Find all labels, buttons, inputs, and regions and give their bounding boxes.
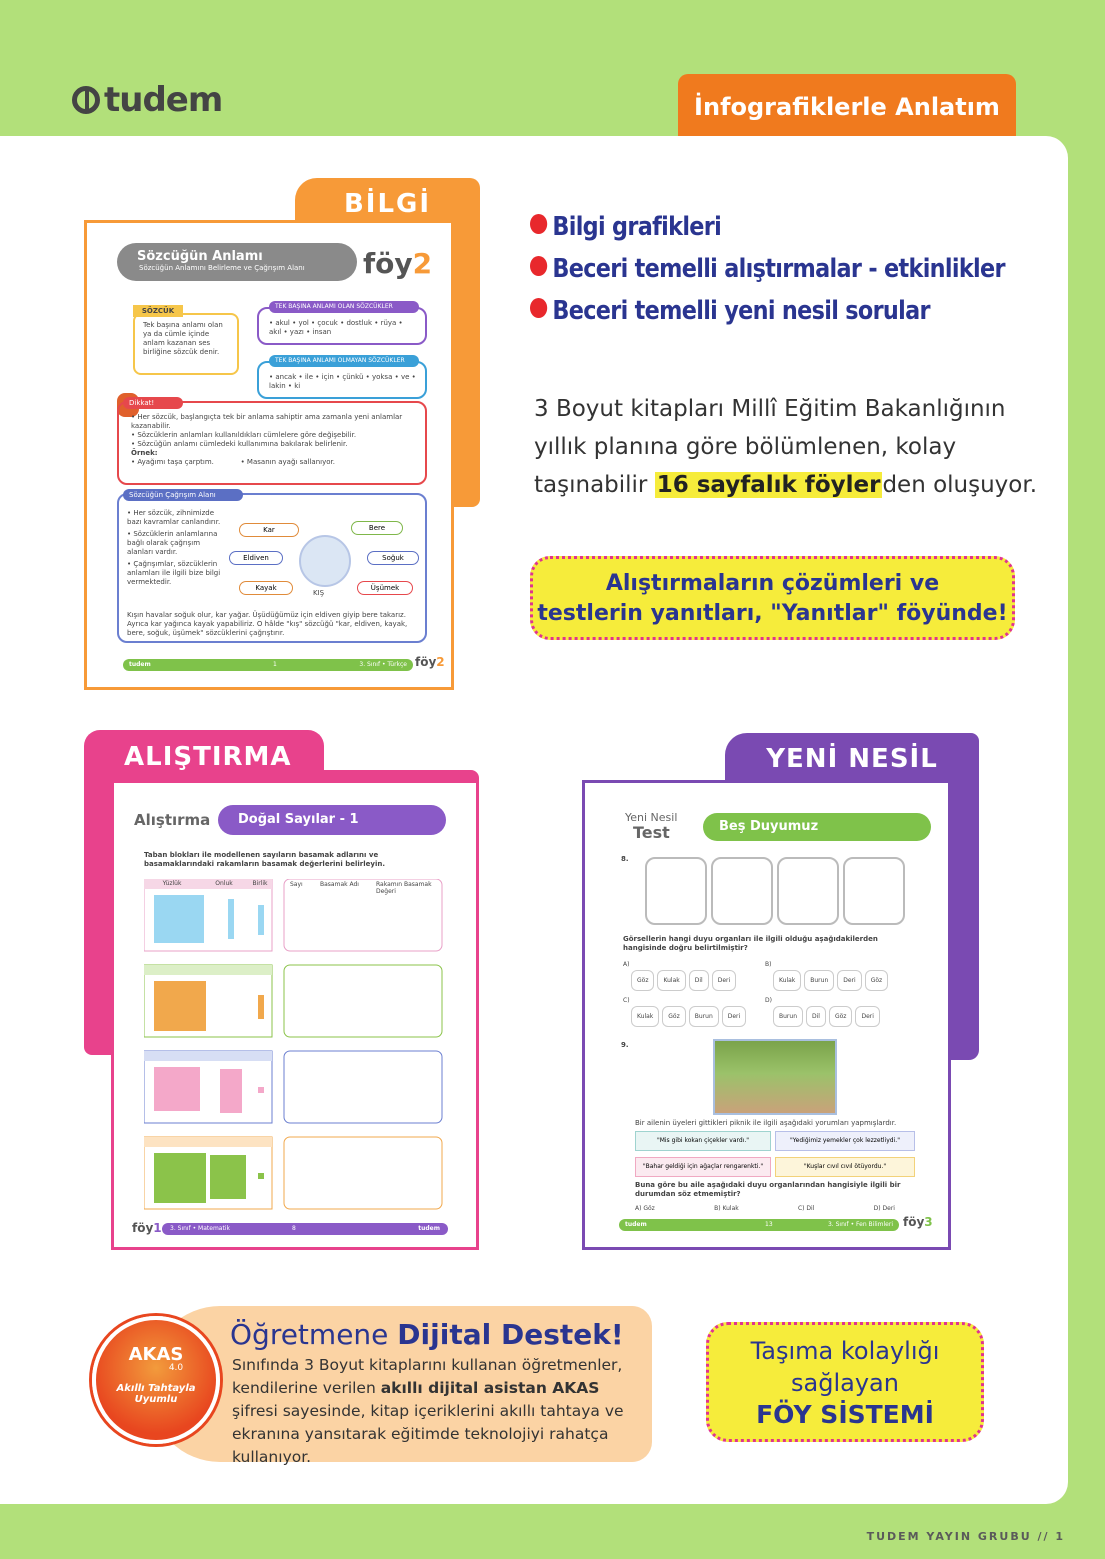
red-dot-icon	[530, 256, 547, 276]
alistirma-label: Alıştırma	[134, 811, 211, 829]
alistirma-exercise-grid	[144, 879, 444, 1219]
yeni-nesil-page-preview: Yeni Nesil Test Beş Duyumuz 8. Görsellerin hangi duyu organları ile ilgili olduğu aşağıdakilerden hangisinde doğru belirtilmiştir? A) Göz Kulak Dil Deri B) Kulak Burun Deri Göz C) Kulak Göz Burun Deri D) Burun Dil Göz Deri 9. Bir ailenin üyeleri gittikleri piknik ile ilgili aşağıdaki yorumları yapmışlardır. "Mis gibi kokan çiçekler vardı." "Yediğimiz yemekler çok lezzetliydi." "Bahar geldiği için ağaçlar rengarenkti." "Kuşlar cıvıl cıvıl ötüyordu." Buna göre bu aile aşağıdaki duyu organlarından hangisiyle ilgili bir durumdan söz etmemiştir? A) Göz B) Kulak C) Dil D) Deri tudem 13 3. Sınıf • Fen Bilimleri föy3	[582, 780, 951, 1250]
option-d: D) Burun Dil Göz Deri	[765, 997, 880, 1027]
option-b: B) Kulak Burun Deri Göz	[765, 961, 888, 991]
grid-header-row: Yüzlük Onluk Birlik	[162, 880, 268, 887]
red-dot-icon	[530, 298, 547, 318]
feature-list	[530, 212, 1082, 338]
alistirma-title-pill: Doğal Sayılar - 1	[218, 805, 446, 835]
yn-label-top: Yeni Nesil	[625, 811, 678, 824]
yn-label-bottom: Test	[633, 823, 670, 842]
bubble-kayak: Kayak	[239, 581, 293, 595]
exercise-row	[144, 965, 442, 1037]
alistirma-footer-foy: föy1	[132, 1221, 162, 1235]
quote-box: "Yediğimiz yemekler çok lezzetliydi."	[775, 1131, 915, 1151]
yn-footer-foy: föy3	[903, 1215, 933, 1229]
taste-image	[711, 857, 773, 925]
bubble-usumek: Üşümek	[357, 581, 413, 595]
bubble-bere: Bere	[351, 521, 403, 535]
bilgi-footer-foy: föy2	[415, 655, 445, 669]
option-a: A) Göz Kulak Dil Deri	[623, 961, 736, 991]
yn-footer-bar: tudem 13 3. Sınıf • Fen Bilimleri	[619, 1219, 899, 1231]
anlamli-box: TEK BAŞINA ANLAMI OLAN SÖZCÜKLER • akul • yol • çocuk • dostluk • rüya • akıl • yazı • insan	[257, 307, 427, 345]
feature-item: Bilgi grafikleri	[530, 212, 1005, 242]
sozcuk-text: Tek başına anlamı olan ya da cümle içinde anlam kazanan ses birliğine sözcük denir.	[143, 321, 223, 356]
akas-badge-name: AKAS	[128, 1344, 184, 1365]
exercise-row	[144, 1137, 442, 1209]
bubble-kar: Kar	[239, 523, 299, 537]
hearing-image	[645, 857, 707, 925]
foy-system-note: Taşıma kolaylığı sağlayan FÖY SİSTEMİ	[706, 1322, 984, 1442]
akas-badge: AKAS 4.0 Akıllı Tahtayla Uyumlu	[92, 1316, 220, 1444]
sense-images	[625, 855, 929, 925]
description: 3 Boyut kitapları Millî Eğitim Bakanlığının yıllık planına göre bölümlenen, kolay taşınabilir 16 sayfalık föylerden oluşuyor.	[534, 396, 1038, 498]
option-c: C) Kulak Göz Burun Deri	[623, 997, 746, 1027]
bilgi-tab: BİLGİ	[295, 178, 480, 228]
akas-title: Öğretmene Dijital Destek!	[230, 1318, 624, 1351]
bilgi-paragraph: Kışın havalar soğuk olur, kar yağar. Üşüdüğümüz için eldiven giyip bere takarız. Ayrıca kar yağınca kayak yapabiliriz. O hâlde "kış" sözcüğü "kar, eldiven, kayak, bere, soğuk, üşümek" sözcüklerini çağrıştırır.	[127, 611, 408, 637]
quote-box: "Mis gibi kokan çiçekler vardı."	[635, 1131, 771, 1151]
sight-image	[843, 857, 905, 925]
tudem-logo: tudem	[72, 80, 222, 120]
bilgi-title-pill	[117, 243, 357, 281]
alistirma-page-preview	[111, 780, 479, 1250]
akas-text: Sınıfında 3 Boyut kitaplarını kullanan öğretmenler, kendilerine verilen akıllı dijital asistan AKAS şifresi sayesinde, kitap içeriklerini akıllı tahtaya ve ekranına yansıtarak eğitimde teknolojiyi rahatça kullanıyor.	[232, 1356, 624, 1466]
bubble-eldiven: Eldiven	[229, 551, 283, 565]
page-footer: TUDEM YAYIN GRUBU // 1	[866, 1530, 1065, 1543]
header-tab: İnfografiklerle Anlatım	[678, 74, 1016, 138]
answers-note: Alıştırmaların çözümleri ve testlerin yanıtları, "Yanıtlar" föyünde!	[530, 556, 1015, 640]
dikkat-box: Dikkat! • Her sözcük, başlangıçta tek bir anlama sahiptir ama zamanla yeni anlamlar kazanabilir. • Sözcüklerin anlamları kullanıldıkları cümlelere göre değişebilir. • Sözcüğün anlamı cümledeki kullanımına bakılarak belirlenir. Örnek: • Ayağımı taşa çarptım. • Masanın ayağı sallanıyor.	[117, 401, 427, 485]
q9-answers: A) Göz B) Kulak C) Dil D) Deri	[635, 1205, 895, 1212]
yn-title-pill: Beş Duyumuz	[703, 813, 931, 841]
feature-item: Beceri temelli alıştırmalar - etkinlikler	[530, 254, 1005, 284]
kis-illustration	[299, 535, 351, 587]
quote-box: "Bahar geldiği için ağaçlar rengarenkti."	[635, 1157, 771, 1177]
bilgi-footer-bar: tudem 1 3. Sınıf • Türkçe	[123, 659, 413, 671]
bubble-soguk: Soğuk	[367, 551, 419, 565]
grid-right-header-row: Sayı Basamak Adı Rakamın Basamak Değeri	[290, 881, 432, 895]
alistirma-footer-bar: 3. Sınıf • Matematik 8 tudem	[162, 1223, 448, 1235]
bilgi-page-preview	[84, 220, 454, 690]
tudem-logo-icon	[72, 86, 100, 114]
red-dot-icon	[530, 214, 547, 234]
bilgi-title: Sözcüğün Anlamı	[137, 249, 263, 264]
anlamsiz-box: TEK BAŞINA ANLAMI OLMAYAN SÖZCÜKLER • ancak • ile • için • çünkü • yoksa • ve • lakin • ki	[257, 361, 427, 399]
feature-item: Beceri temelli yeni nesil sorular	[530, 296, 1005, 326]
cagrisim-box: Sözcüğün Çağrışım Alanı • Her sözcük, zihnimizde bazı kavramlar canlandırır. • Sözcüklerin anlamlarına bağlı olarak çağrışım alanları vardır. • Çağrışımlar, sözcüklerin anlamları ile ilgili bize bilgi vermektedir. KIŞ Kar Bere Eldiven Soğuk Kayak Üşümek Kışın havalar soğuk olur, kar yağar. Üşüdüğümüz için eldiven giyip bere takarız. Ayrıca kar yağınca kayak yapabiliriz. O hâlde "kış" sözcüğü "kar, eldiven, kayak, bere, soğuk, üşümek" sözcüklerini çağrıştırır.	[117, 493, 427, 643]
touch-image	[777, 857, 839, 925]
quote-box: "Kuşlar cıvıl cıvıl ötüyordu."	[775, 1157, 915, 1177]
bilgi-foy-label: föy2	[363, 247, 433, 280]
alistirma-instruction: Taban blokları ile modellenen sayıların basamak adlarını ve basamaklarındaki rakamların basamak değerlerini belirleyin.	[144, 851, 386, 868]
picnic-photo	[713, 1039, 837, 1115]
sozcuk-box: SÖZCÜK Tek başına anlamı olan ya da cümle içinde anlam kazanan ses birliğine sözcük denir.	[133, 313, 239, 375]
exercise-row	[144, 1051, 442, 1123]
yeni-nesil-tab: YENİ NESİL	[725, 733, 979, 783]
alistirma-tab: ALIŞTIRMA	[84, 730, 324, 782]
bilgi-subtitle: Sözcüğün Anlamını Belirleme ve Çağrışım Alanı	[139, 264, 305, 272]
